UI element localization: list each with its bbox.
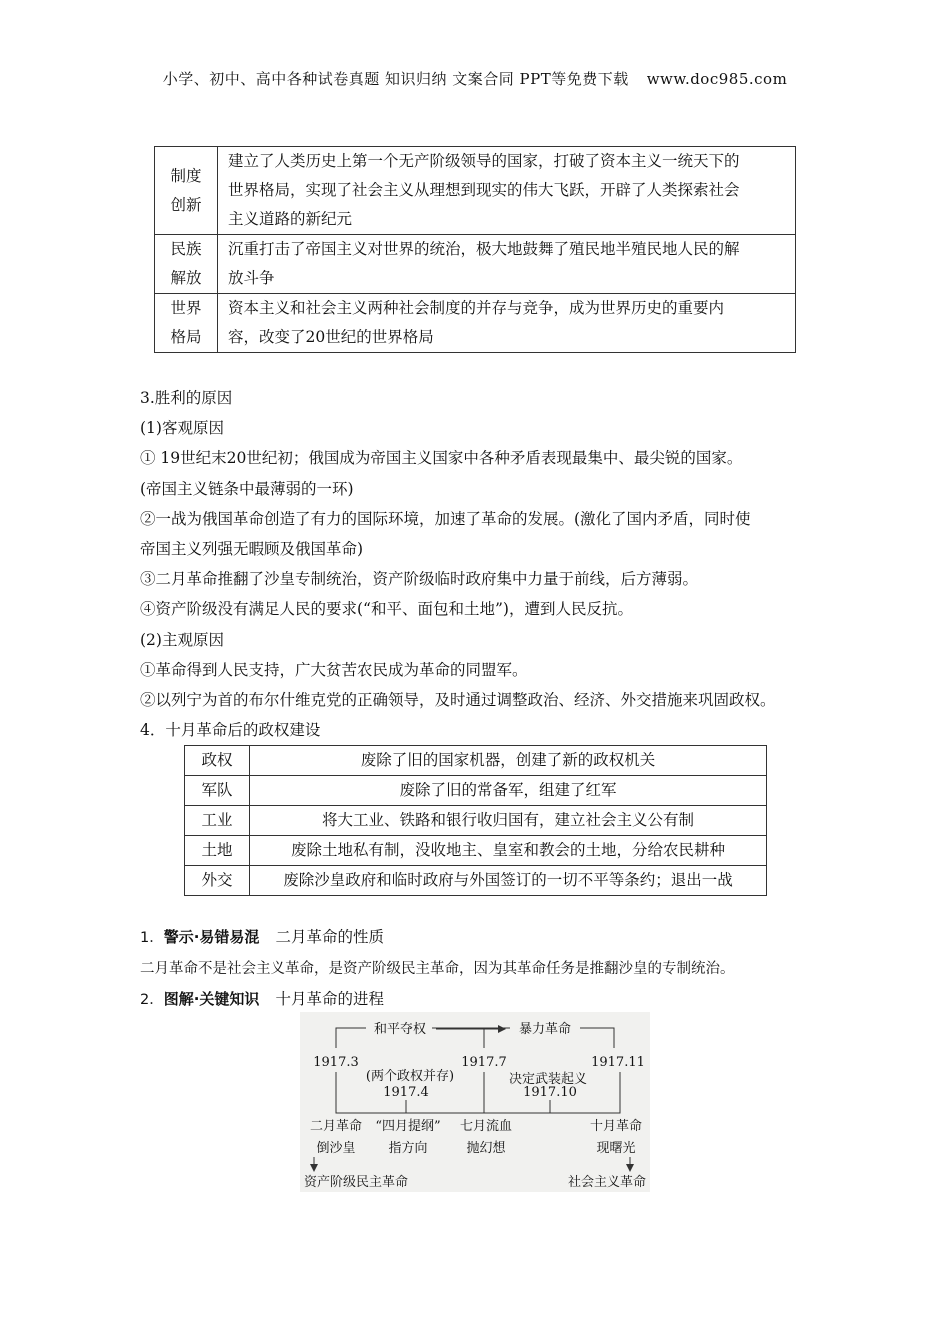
table-row (185, 746, 767, 776)
row-value: 资本主义和社会主义两种社会制度的并存与竞争，成为世界历史的重要内 容，改变了20世纪的世界格局 (218, 294, 796, 353)
event-label: 二月革命 (309, 1119, 363, 1134)
warning-heading: 1．警示·易错易混 二月革命的性质 (140, 928, 384, 946)
section-title: 4．十月革命后的政权建设 (140, 721, 321, 740)
table-row (155, 235, 796, 294)
subsection-title: (1)客观原因 (140, 419, 224, 438)
section-title: 3.胜利的原因 (140, 389, 233, 407)
row-key: 军队 (185, 776, 250, 806)
row-key: 民族 解放 (155, 235, 218, 294)
list-item: (帝国主义链条中最薄弱的一环) (140, 479, 354, 498)
dual-power-label: (两个政权并存) (365, 1069, 455, 1084)
phase-violent: 暴力革命 (518, 1022, 572, 1037)
result-label: 资产阶级民主革命 (304, 1175, 409, 1190)
revolution-process-diagram (300, 1012, 650, 1192)
significance-table (154, 146, 796, 353)
phase-peaceful: 和平夺权 (373, 1022, 427, 1037)
event-label: “四月提纲” (375, 1119, 441, 1134)
list-item: ③二月革命推翻了沙皇专制统治，资产阶级临时政府集中力量于前线，后方薄弱。 (140, 570, 699, 589)
row-value: 废除了旧的国家机器，创建了新的政权机关 (250, 746, 767, 776)
decision-label: 决定武装起义 (508, 1072, 588, 1087)
header-text: 小学、初中、高中各种试卷真题 知识归纳 文案合同 PPT等免费下载 (162, 70, 629, 88)
summary-label: 倒沙皇 (316, 1141, 356, 1156)
list-item: ②一战为俄国革命创造了有力的国际环境，加速了革命的发展。(激化了国内矛盾，同时使 (140, 509, 751, 528)
list-item: ① 19世纪末20世纪初；俄国成为帝国主义国家中各种矛盾表现最集中、最尖锐的国家。 (140, 449, 743, 468)
table-row (185, 836, 767, 866)
row-value: 将大工业、铁路和银行收归国有，建立社会主义公有制 (250, 806, 767, 836)
result-label: 社会主义革命 (567, 1175, 646, 1190)
list-item: ②以列宁为首的布尔什维克党的正确领导，及时通过调整政治、经济、外交措施来巩固政权。 (140, 691, 776, 710)
summary-label: 现曙光 (596, 1141, 636, 1156)
date-label: 1917.7 (461, 1055, 507, 1070)
table-row (185, 806, 767, 836)
row-key: 制度 创新 (155, 147, 218, 235)
regime-building-table (184, 745, 767, 896)
victory-reasons (140, 383, 840, 745)
table-row (185, 776, 767, 806)
table-row (185, 866, 767, 896)
table-row (155, 147, 796, 235)
date-label: 1917.10 (523, 1085, 577, 1100)
subsection-title: (2)主观原因 (140, 630, 224, 649)
date-label: 1917.3 (313, 1055, 359, 1070)
page-header (0, 68, 950, 89)
diagram-heading: 2．图解·关键知识 十月革命的进程 (140, 990, 384, 1008)
row-key: 政权 (185, 746, 250, 776)
row-value: 废除土地私有制，没收地主、皇室和教会的土地，分给农民耕种 (250, 836, 767, 866)
row-value: 沉重打击了帝国主义对世界的统治，极大地鼓舞了殖民地半殖民地人民的解 放斗争 (218, 235, 796, 294)
event-label: 七月流血 (459, 1119, 513, 1134)
row-key: 世界 格局 (155, 294, 218, 353)
row-value: 建立了人类历史上第一个无产阶级领导的国家，打破了资本主义一统天下的 世界格局，实现了社会主义从理想到现实的伟大飞跃，开辟了人类探索社会 主义道路的新纪元 (218, 147, 796, 235)
list-item: ④资产阶级没有满足人民的要求(“和平、面包和土地”)，遭到人民反抗。 (140, 600, 633, 619)
summary-label: 指方向 (388, 1141, 428, 1156)
row-value: 废除了旧的常备军，组建了红军 (250, 776, 767, 806)
row-key: 土地 (185, 836, 250, 866)
tips-section (140, 922, 840, 1016)
row-key: 外交 (185, 866, 250, 896)
header-url[interactable]: www.doc985.com (646, 70, 788, 88)
row-key: 工业 (185, 806, 250, 836)
table-row (155, 294, 796, 353)
date-label: 1917.4 (383, 1085, 429, 1100)
event-label: 十月革命 (589, 1119, 643, 1134)
summary-label: 抛幻想 (466, 1141, 506, 1156)
date-label: 1917.11 (591, 1055, 645, 1070)
list-item: 帝国主义列强无暇顾及俄国革命) (140, 540, 364, 559)
row-value: 废除沙皇政府和临时政府与外国签订的一切不平等条约；退出一战 (250, 866, 767, 896)
warning-text: 二月革命不是社会主义革命，是资产阶级民主革命，因为其革命任务是推翻沙皇的专制统治。 (140, 960, 735, 977)
list-item: ①革命得到人民支持，广大贫苦农民成为革命的同盟军。 (140, 660, 528, 679)
